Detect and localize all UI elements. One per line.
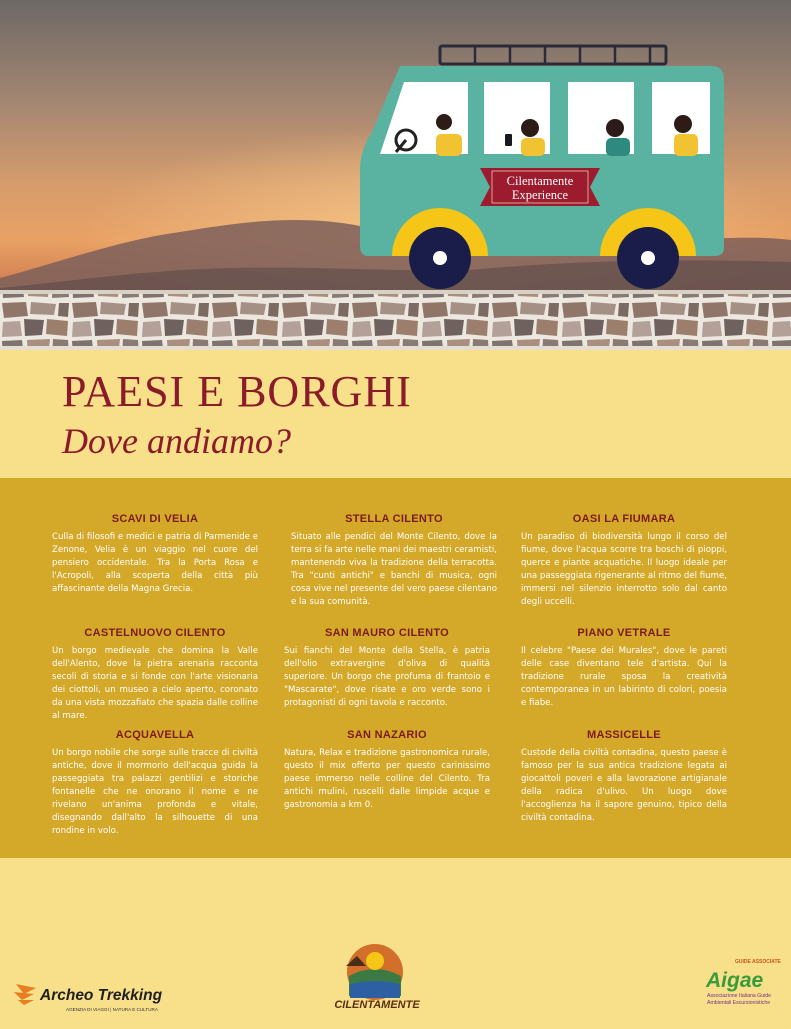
archeo-trekking-tagline: AGENZIA DI VIAGGI | NATURA E CULTURA — [66, 1007, 158, 1012]
aigae-top-label: GUIDE ASSOCIATE — [735, 959, 781, 965]
place-title: ACQUAVELLA — [115, 729, 195, 741]
aigae-sub-line1: Associazione Italiana Guide — [707, 993, 772, 999]
place-description: Natura, Relax e tradizione gastronomica rurale, questo il mix offerto per questo carinissimo paese immerso nelle colline del Cilento. Tra antichi mulini, ruscelli dalle limpide acque e gastronomia a km 0. — [284, 748, 490, 810]
aigae-sub-line2: Ambientali Escursionistiche — [707, 1000, 771, 1006]
place-description: Culla di filosofi e medici e patria di Parmenide e Zenone, Velia è un viaggio nel cuore del pensiero occidentale. Tra la Porta Rosa e l'Acropoli, alla scoperta della città più affascinante della Magna Grecia. — [52, 532, 258, 594]
place-title: SAN NAZARIO — [347, 729, 427, 741]
places-section — [0, 478, 791, 858]
place-description: Situato alle pendici del Monte Cilento, dove la terra si fa arte nelle mani dei maestri ceramisti, mantenendo viva la tradizione della terracotta. Tra "cunti antichi" e banchi di musica, ogni cosa vive nel presente del vero paese cilentano e la sua comunità. — [291, 532, 497, 607]
place-title: PIANO VETRALE — [577, 627, 671, 639]
hero-banner — [0, 0, 791, 350]
place-card-scavi-di-velia — [52, 513, 258, 596]
place-card-acquavella — [52, 729, 258, 838]
bus-illustration — [360, 46, 724, 289]
bus-sign-line1: Cilentamente — [506, 174, 574, 188]
cilentamente-logo[interactable] — [334, 944, 420, 1011]
place-title: SAN MAURO CILENTO — [324, 627, 450, 639]
footer-logos — [0, 858, 791, 1024]
place-description: Un borgo nobile che sorge sulle tracce di civiltà antiche, dove il mormorio dell'acqua guida la passeggiata tra palazzi gentilizi e storiche fontanelle che ne onorano il nome e ne rivelano un'anima profonda e vitale, disegnando dall'alto la silhouette di una rondine in volo. — [52, 748, 258, 836]
place-card-castelnuovo-cilento — [52, 627, 258, 723]
place-card-piano-vetrale — [521, 627, 727, 710]
place-title: SCAVI DI VELIA — [111, 513, 199, 525]
place-title: OASI LA FIUMARA — [572, 513, 676, 525]
place-card-massicelle — [521, 729, 727, 825]
place-title: CASTELNUOVO CILENTO — [84, 627, 226, 639]
archeo-trekking-logo[interactable] — [14, 984, 163, 1012]
cilentamente-wordmark: CILENTAMENTE — [334, 999, 420, 1011]
place-description: Il celebre "Paese dei Murales", dove le pareti delle case diventano tele d'artista. Qui la tradizione rurale sposa la creatività contemporanea in un labirinto di colori, poesia e fiabe. — [521, 646, 727, 708]
page-title: PAESI E BORGHI — [62, 367, 412, 416]
hero-illustration — [0, 0, 791, 350]
bus-sign-line2: Experience — [511, 188, 569, 202]
archeo-trekking-wordmark: Archeo Trekking — [40, 987, 163, 1004]
place-card-stella-cilento — [291, 513, 497, 609]
place-card-san-mauro-cilento — [284, 627, 490, 710]
place-description: Sui fianchi del Monte della Stella, è patria dell'olio extravergine d'oliva di qualità superiore. Un borgo che profuma di frantoio e "Mascarate", dove risate e oro verde sono i protagonisti di ogni tavola e racconto. — [284, 646, 490, 708]
place-description: Un paradiso di biodiversità lungo il corso del fiume, dove l'acqua scorre tra boschi di pioppi, querce e piante acquatiche. Il luogo ideale per una passeggiata rigenerante al ritmo del fiume, immersi nel silenzio interrotto solo dal canto degli uccelli. — [521, 532, 727, 607]
page-subtitle: Dove andiamo? — [62, 421, 291, 461]
place-description: Un borgo medievale che domina la Valle dell'Alento, dove la pietra arenaria racconta secoli di storia e si fonde con l'arte visionaria dei ciottoli, un museo a cielo aperto, coronato da una vista mozzafiato che spazia dalle colline al mare. — [52, 646, 258, 721]
place-card-san-nazario — [284, 729, 490, 812]
place-title: STELLA CILENTO — [345, 513, 443, 525]
aigae-wordmark: Aigae — [706, 969, 764, 992]
footer-logo-strip — [0, 858, 791, 1024]
aigae-logo[interactable] — [705, 959, 782, 1006]
place-title: MASSICELLE — [587, 729, 661, 741]
place-card-oasi-la-fiumara — [521, 513, 727, 609]
place-description: Custode della civiltà contadina, questo paese è famoso per la sua antica tradizione legata ai giocattoli poveri e alla lavorazione artigianale della radica d'ulivo. Un luogo dove l'accoglienza ha il sapore genuino, tipico della civiltà contadina. — [521, 748, 727, 823]
